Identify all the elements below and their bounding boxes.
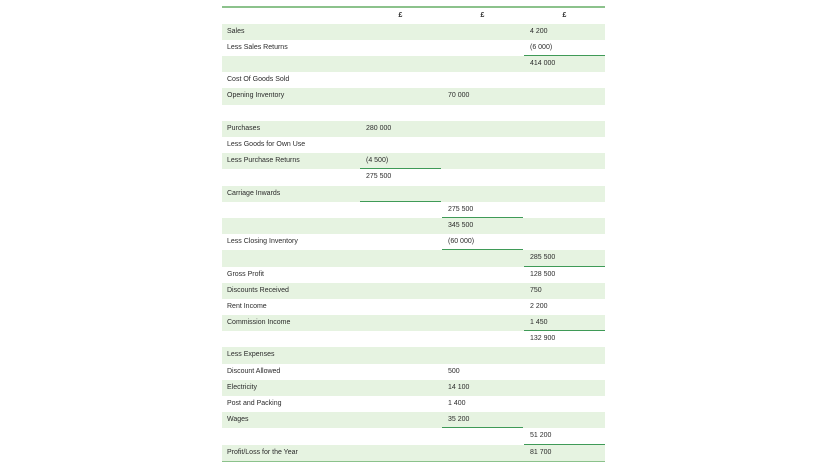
label-purchase-returns: Less Purchase Returns: [227, 157, 300, 165]
row-commission-income: [222, 315, 605, 331]
col-c-currency: £: [562, 11, 567, 19]
row-net-purchases: [222, 169, 605, 185]
label-sales-returns: Less Sales Returns: [227, 43, 288, 51]
row-rent-income: [222, 299, 605, 315]
row-gross-profit: [222, 267, 605, 283]
row-goods-available: [222, 218, 605, 234]
label-opening-inventory: Opening Inventory: [227, 92, 285, 100]
value-cost-of-sales: 285 500: [530, 254, 556, 262]
label-goods-own-use: Less Goods for Own Use: [227, 141, 306, 148]
row-goods-own-use: [222, 137, 605, 153]
header-row: [222, 8, 605, 24]
value-discounts-received: 750: [530, 286, 542, 294]
label-discount-allowed: Discount Allowed: [227, 367, 281, 375]
row-closing-inventory: [222, 234, 605, 250]
label-discounts-received: Discounts Received: [227, 286, 289, 294]
row-spacer: [222, 105, 605, 121]
value-sales-returns: (6 000): [530, 43, 553, 51]
value-electricity: 14 100: [448, 383, 470, 391]
value-net-purchases: 275 500: [366, 173, 392, 181]
row-discount-allowed: [222, 364, 605, 380]
value-purchases: 280 000: [366, 124, 392, 132]
row-cost-of-sales: [222, 250, 605, 266]
row-wages: [222, 412, 605, 428]
label-closing-inventory: Less Closing Inventory: [227, 238, 298, 246]
label-electricity: Electricity: [227, 383, 257, 391]
row-post-packing: [222, 396, 605, 412]
row-purchases-carried: [222, 202, 605, 218]
label-sales: Sales: [227, 27, 245, 35]
value-rent-income: 2 200: [530, 302, 548, 310]
value-net-sales: 414 000: [530, 60, 556, 68]
row-carriage-inwards: [222, 186, 605, 202]
value-commission-income: 1 450: [530, 319, 548, 327]
row-electricity: [222, 380, 605, 396]
row-total-expenses: [222, 428, 605, 444]
value-sales: 4 200: [530, 27, 548, 35]
row-expenses-heading: [222, 347, 605, 363]
value-opening-inventory: 70 000: [448, 92, 470, 100]
value-closing-inventory: (60 000): [448, 238, 475, 246]
value-purchases-carried: 275 500: [448, 205, 474, 213]
value-discount-allowed: 500: [448, 367, 460, 375]
row-sales: [222, 24, 605, 40]
income-statement: [222, 6, 605, 462]
row-purchases: [222, 121, 605, 137]
label-carriage-inwards: Carriage Inwards: [227, 189, 281, 197]
value-purchase-returns: (4 500): [366, 157, 389, 165]
label-gross-profit: Gross Profit: [227, 270, 264, 278]
row-sales-returns: [222, 40, 605, 56]
col-a-currency: £: [398, 11, 403, 19]
value-goods-available: 345 500: [448, 221, 474, 229]
bottom-border: [222, 461, 605, 463]
label-profit-loss: Profit/Loss for the Year: [227, 448, 298, 456]
row-total-income: [222, 331, 605, 347]
row-opening-inventory: [222, 88, 605, 104]
label-cogs: Cost Of Goods Sold: [227, 76, 290, 84]
row-profit-loss: [222, 445, 605, 461]
label-expenses: Less Expenses: [227, 351, 275, 359]
row-cogs-heading: [222, 72, 605, 88]
value-total-income: 132 900: [530, 335, 556, 343]
label-rent-income: Rent Income: [227, 302, 267, 310]
col-b-currency: £: [480, 11, 485, 19]
value-wages: 35 200: [448, 416, 470, 424]
value-total-expenses: 51 200: [530, 432, 552, 440]
label-post-packing: Post and Packing: [227, 400, 282, 407]
value-gross-profit: 128 500: [530, 270, 556, 278]
label-wages: Wages: [227, 416, 249, 424]
row-net-sales: [222, 56, 605, 72]
label-commission-income: Commission Income: [227, 319, 291, 327]
value-profit-loss: 81 700: [530, 448, 552, 456]
row-discounts-received: [222, 283, 605, 299]
row-purchase-returns: [222, 153, 605, 169]
value-post-packing: 1 400: [448, 400, 466, 407]
label-purchases: Purchases: [227, 124, 261, 132]
